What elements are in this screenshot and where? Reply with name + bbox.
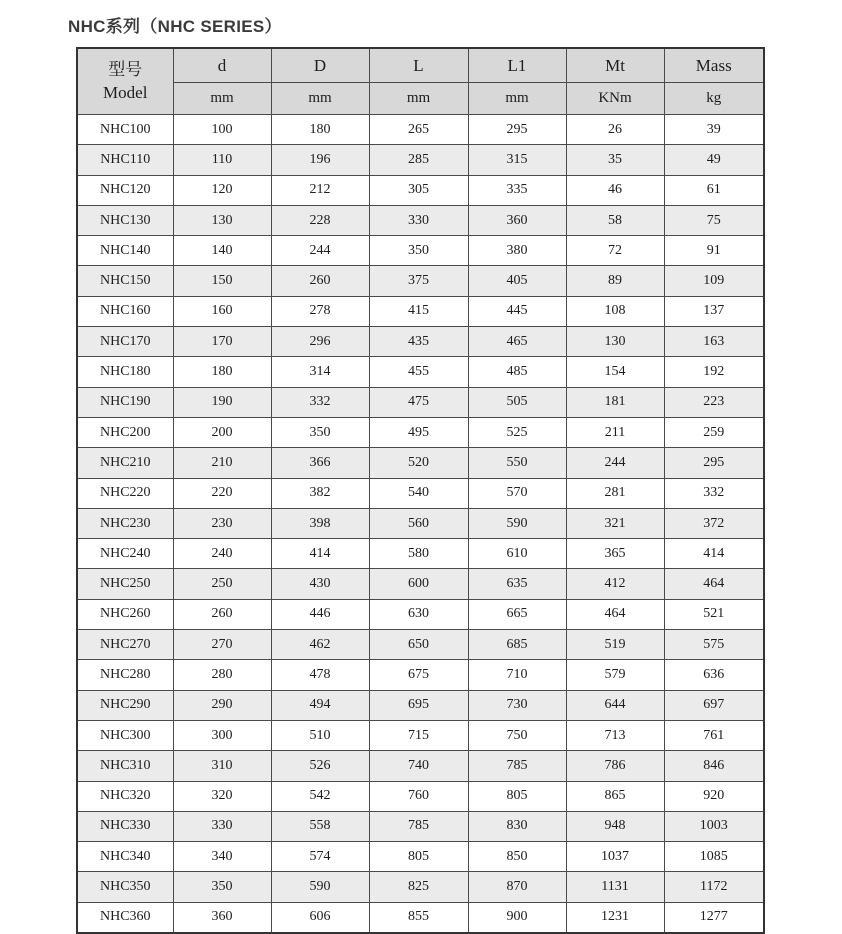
cell-D: 180: [271, 115, 369, 145]
cell-d: 140: [173, 236, 271, 266]
cell-d: 240: [173, 539, 271, 569]
cell-Mt: 130: [566, 327, 664, 357]
cell-Mass: 761: [664, 720, 764, 750]
col-header-model-en: Model: [103, 82, 148, 102]
cell-D: 526: [271, 751, 369, 781]
cell-model: NHC340: [77, 842, 173, 872]
cell-model: NHC290: [77, 690, 173, 720]
cell-d: 230: [173, 508, 271, 538]
cell-d: 250: [173, 569, 271, 599]
cell-L: 630: [369, 599, 468, 629]
cell-Mass: 49: [664, 145, 764, 175]
cell-Mt: 365: [566, 539, 664, 569]
cell-Mass: 846: [664, 751, 764, 781]
cell-L1: 590: [468, 508, 566, 538]
cell-Mass: 372: [664, 508, 764, 538]
cell-D: 462: [271, 630, 369, 660]
cell-model: NHC100: [77, 115, 173, 145]
cell-model: NHC130: [77, 205, 173, 235]
cell-Mass: 521: [664, 599, 764, 629]
cell-Mt: 1131: [566, 872, 664, 902]
cell-model: NHC110: [77, 145, 173, 175]
cell-d: 340: [173, 842, 271, 872]
cell-D: 244: [271, 236, 369, 266]
page-title: NHC系列（NHC SERIES）: [68, 17, 282, 36]
cell-model: NHC270: [77, 630, 173, 660]
nhc-spec-table: [76, 47, 765, 934]
cell-L: 350: [369, 236, 468, 266]
cell-Mt: 1231: [566, 902, 664, 933]
cell-model: NHC250: [77, 569, 173, 599]
cell-L1: 850: [468, 842, 566, 872]
cell-Mass: 1003: [664, 811, 764, 841]
cell-L1: 900: [468, 902, 566, 933]
header-unit-row: [77, 83, 764, 115]
cell-L: 805: [369, 842, 468, 872]
cell-Mass: 464: [664, 569, 764, 599]
cell-D: 398: [271, 508, 369, 538]
cell-d: 160: [173, 296, 271, 326]
cell-D: 228: [271, 205, 369, 235]
table-row: [77, 690, 764, 720]
cell-Mt: 108: [566, 296, 664, 326]
cell-D: 510: [271, 720, 369, 750]
cell-d: 100: [173, 115, 271, 145]
cell-Mt: 26: [566, 115, 664, 145]
col-unit-D: mm: [271, 83, 369, 115]
cell-model: NHC150: [77, 266, 173, 296]
table-row: [77, 448, 764, 478]
cell-L1: 750: [468, 720, 566, 750]
cell-D: 366: [271, 448, 369, 478]
cell-L: 715: [369, 720, 468, 750]
cell-L1: 665: [468, 599, 566, 629]
cell-model: NHC120: [77, 175, 173, 205]
cell-L1: 550: [468, 448, 566, 478]
cell-d: 310: [173, 751, 271, 781]
cell-L1: 380: [468, 236, 566, 266]
col-header-model-zh: 型号: [108, 59, 143, 79]
cell-d: 190: [173, 387, 271, 417]
cell-d: 210: [173, 448, 271, 478]
cell-L1: 830: [468, 811, 566, 841]
cell-Mass: 1277: [664, 902, 764, 933]
cell-D: 278: [271, 296, 369, 326]
cell-L1: 445: [468, 296, 566, 326]
cell-D: 574: [271, 842, 369, 872]
cell-L: 855: [369, 902, 468, 933]
cell-L: 375: [369, 266, 468, 296]
table-row: [77, 327, 764, 357]
cell-D: 430: [271, 569, 369, 599]
col-unit-L: mm: [369, 83, 468, 115]
cell-L: 265: [369, 115, 468, 145]
cell-d: 200: [173, 417, 271, 447]
table-row: [77, 872, 764, 902]
cell-d: 280: [173, 660, 271, 690]
cell-d: 350: [173, 872, 271, 902]
cell-D: 196: [271, 145, 369, 175]
table-row: [77, 842, 764, 872]
cell-L1: 785: [468, 751, 566, 781]
cell-L1: 505: [468, 387, 566, 417]
cell-Mass: 332: [664, 478, 764, 508]
col-unit-Mt: KNm: [566, 83, 664, 115]
cell-Mass: 223: [664, 387, 764, 417]
cell-Mass: 414: [664, 539, 764, 569]
cell-model: NHC230: [77, 508, 173, 538]
table-body: [77, 115, 764, 934]
cell-L: 560: [369, 508, 468, 538]
cell-D: 332: [271, 387, 369, 417]
table-row: [77, 236, 764, 266]
cell-Mt: 1037: [566, 842, 664, 872]
cell-L: 285: [369, 145, 468, 175]
cell-model: NHC350: [77, 872, 173, 902]
cell-model: NHC260: [77, 599, 173, 629]
cell-Mt: 35: [566, 145, 664, 175]
header-label-row: [77, 48, 764, 83]
cell-Mt: 786: [566, 751, 664, 781]
cell-d: 180: [173, 357, 271, 387]
cell-model: NHC210: [77, 448, 173, 478]
cell-L: 495: [369, 417, 468, 447]
col-header-d: d: [173, 48, 271, 83]
table-row: [77, 508, 764, 538]
cell-model: NHC310: [77, 751, 173, 781]
table-row: [77, 205, 764, 235]
cell-model: NHC190: [77, 387, 173, 417]
cell-L: 455: [369, 357, 468, 387]
cell-model: NHC300: [77, 720, 173, 750]
table-row: [77, 781, 764, 811]
cell-Mass: 91: [664, 236, 764, 266]
cell-L: 695: [369, 690, 468, 720]
cell-L1: 685: [468, 630, 566, 660]
table-row: [77, 266, 764, 296]
col-unit-L1: mm: [468, 83, 566, 115]
cell-Mt: 865: [566, 781, 664, 811]
cell-L1: 295: [468, 115, 566, 145]
cell-Mt: 281: [566, 478, 664, 508]
cell-L: 760: [369, 781, 468, 811]
cell-Mt: 58: [566, 205, 664, 235]
cell-d: 110: [173, 145, 271, 175]
cell-L1: 465: [468, 327, 566, 357]
cell-Mass: 109: [664, 266, 764, 296]
cell-d: 360: [173, 902, 271, 933]
cell-L1: 805: [468, 781, 566, 811]
cell-D: 212: [271, 175, 369, 205]
cell-L: 740: [369, 751, 468, 781]
cell-Mt: 948: [566, 811, 664, 841]
cell-d: 330: [173, 811, 271, 841]
cell-D: 446: [271, 599, 369, 629]
cell-L: 330: [369, 205, 468, 235]
cell-d: 130: [173, 205, 271, 235]
cell-Mass: 137: [664, 296, 764, 326]
cell-model: NHC140: [77, 236, 173, 266]
cell-Mass: 636: [664, 660, 764, 690]
cell-L1: 405: [468, 266, 566, 296]
cell-model: NHC280: [77, 660, 173, 690]
col-header-Mt: Mt: [566, 48, 664, 83]
table-row: [77, 296, 764, 326]
cell-Mt: 713: [566, 720, 664, 750]
cell-Mt: 644: [566, 690, 664, 720]
table-row: [77, 720, 764, 750]
cell-Mt: 321: [566, 508, 664, 538]
cell-L: 600: [369, 569, 468, 599]
cell-Mt: 211: [566, 417, 664, 447]
cell-Mass: 1085: [664, 842, 764, 872]
cell-D: 494: [271, 690, 369, 720]
cell-model: NHC220: [77, 478, 173, 508]
cell-Mass: 697: [664, 690, 764, 720]
table-row: [77, 569, 764, 599]
cell-L: 580: [369, 539, 468, 569]
cell-L1: 315: [468, 145, 566, 175]
cell-Mt: 46: [566, 175, 664, 205]
cell-D: 314: [271, 357, 369, 387]
cell-D: 414: [271, 539, 369, 569]
cell-d: 290: [173, 690, 271, 720]
cell-D: 296: [271, 327, 369, 357]
table-row: [77, 811, 764, 841]
cell-Mt: 519: [566, 630, 664, 660]
cell-L: 675: [369, 660, 468, 690]
cell-Mass: 75: [664, 205, 764, 235]
cell-L: 475: [369, 387, 468, 417]
cell-Mt: 464: [566, 599, 664, 629]
cell-L: 650: [369, 630, 468, 660]
cell-D: 558: [271, 811, 369, 841]
cell-L1: 710: [468, 660, 566, 690]
cell-L1: 870: [468, 872, 566, 902]
cell-Mass: 920: [664, 781, 764, 811]
col-unit-d: mm: [173, 83, 271, 115]
cell-d: 260: [173, 599, 271, 629]
cell-model: NHC180: [77, 357, 173, 387]
cell-model: NHC160: [77, 296, 173, 326]
cell-d: 320: [173, 781, 271, 811]
cell-D: 478: [271, 660, 369, 690]
cell-model: NHC320: [77, 781, 173, 811]
cell-d: 120: [173, 175, 271, 205]
cell-L1: 635: [468, 569, 566, 599]
table-row: [77, 751, 764, 781]
col-header-Mass: Mass: [664, 48, 764, 83]
col-header-L1: L1: [468, 48, 566, 83]
cell-L: 825: [369, 872, 468, 902]
cell-Mass: 259: [664, 417, 764, 447]
col-unit-Mass: kg: [664, 83, 764, 115]
table-header: [77, 48, 764, 115]
table-row: [77, 539, 764, 569]
cell-L1: 610: [468, 539, 566, 569]
cell-Mass: 61: [664, 175, 764, 205]
cell-L: 415: [369, 296, 468, 326]
cell-L1: 485: [468, 357, 566, 387]
cell-d: 150: [173, 266, 271, 296]
cell-model: NHC330: [77, 811, 173, 841]
cell-d: 220: [173, 478, 271, 508]
table-row: [77, 357, 764, 387]
table-row: [77, 599, 764, 629]
cell-Mass: 192: [664, 357, 764, 387]
table-row: [77, 660, 764, 690]
cell-L: 435: [369, 327, 468, 357]
cell-D: 350: [271, 417, 369, 447]
cell-Mass: 575: [664, 630, 764, 660]
cell-Mt: 412: [566, 569, 664, 599]
cell-Mass: 39: [664, 115, 764, 145]
cell-L1: 525: [468, 417, 566, 447]
cell-Mt: 244: [566, 448, 664, 478]
cell-D: 590: [271, 872, 369, 902]
table-row: [77, 145, 764, 175]
table-row: [77, 902, 764, 933]
cell-d: 170: [173, 327, 271, 357]
cell-D: 260: [271, 266, 369, 296]
col-header-L: L: [369, 48, 468, 83]
cell-Mass: 163: [664, 327, 764, 357]
table-row: [77, 175, 764, 205]
cell-Mt: 154: [566, 357, 664, 387]
cell-Mt: 579: [566, 660, 664, 690]
cell-L1: 730: [468, 690, 566, 720]
cell-L1: 570: [468, 478, 566, 508]
cell-L: 520: [369, 448, 468, 478]
col-header-model: [77, 48, 173, 115]
cell-D: 606: [271, 902, 369, 933]
cell-D: 382: [271, 478, 369, 508]
cell-Mt: 72: [566, 236, 664, 266]
cell-d: 270: [173, 630, 271, 660]
col-header-D: D: [271, 48, 369, 83]
cell-L: 305: [369, 175, 468, 205]
table-row: [77, 630, 764, 660]
cell-Mt: 89: [566, 266, 664, 296]
table-row: [77, 115, 764, 145]
cell-model: NHC240: [77, 539, 173, 569]
cell-L1: 360: [468, 205, 566, 235]
cell-Mt: 181: [566, 387, 664, 417]
cell-L: 785: [369, 811, 468, 841]
cell-L1: 335: [468, 175, 566, 205]
cell-model: NHC200: [77, 417, 173, 447]
cell-Mass: 295: [664, 448, 764, 478]
table-row: [77, 417, 764, 447]
cell-d: 300: [173, 720, 271, 750]
cell-L: 540: [369, 478, 468, 508]
cell-model: NHC360: [77, 902, 173, 933]
table-row: [77, 478, 764, 508]
cell-model: NHC170: [77, 327, 173, 357]
cell-Mass: 1172: [664, 872, 764, 902]
cell-D: 542: [271, 781, 369, 811]
table-row: [77, 387, 764, 417]
